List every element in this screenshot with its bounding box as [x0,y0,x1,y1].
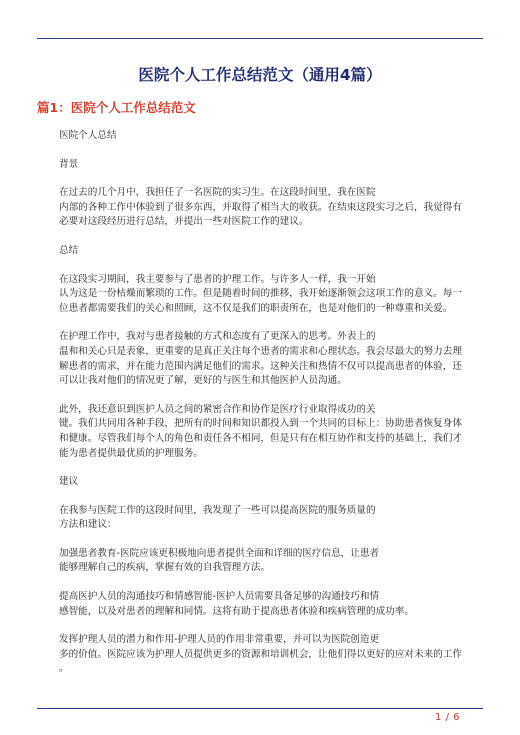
section-title: 篇1：医院个人工作总结范文 [37,100,196,115]
paragraph: 发挥护理人员的潜力和作用-护理人员的作用非常重要，并可以为医院创造更 多的价值。医院应该为护理人员提供更多的资源和培训机会，让他们得以更好的应对未来的工作 。 [59,634,462,675]
paragraph: 在这段实习期间，我主要参与了患者的护理工作。与许多人一样，我一开始 认为这是一份枯燥而繁琐的工作。但是随着时间的推移，我开始逐渐领会这项工作的意义。每一 位患者都需要我们的关心和照顾，这不仅是我们的职责所在，也是对他们的一种尊重和关爱。 [59,273,462,314]
header-rule [37,38,483,39]
document-body [37,58,483,677]
paragraph: 在过去的几个月中，我担任了一名医院的实习生。在这段时间里，我在医院 内部的各种工作中体验到了很多东西，并取得了相当大的收获。在结束这段实习之后，我觉得有 必要对这段经历进行总结，并提出一些对医院工作的建议。 [59,187,462,228]
subtitle: 医院个人总结 [59,130,117,141]
heading-background: 背景 [59,158,79,170]
heading-suggestion: 建议 [59,476,79,488]
paragraph: 加强患者教育-医院应该更积极地向患者提供全面和详细的医疗信息，让患者 能够理解自己的疾病，掌握有效的自我管理方法。 [59,547,380,574]
heading-summary: 总结 [59,244,79,256]
paragraph: 在护理工作中，我对与患者接触的方式和态度有了更深入的思考。外表上的 温和和关心只是表象，更重要的是真正关注每个患者的需求和心理状态。我会尽最大的努力去理 解患者的需求，并在能力范围内满足他们的需求。这种关注和热情不仅可以提高患者的体验，还 可以让我对他们的情况更了解，更好的与医生和其他医护人员沟通。 [59,331,462,387]
page-number: 1 / 6 [435,712,460,723]
footer-rule [37,708,483,709]
paragraph: 提高医护人员的沟通技巧和情感智能-医护人员需要具备足够的沟通技巧和情 感智能，以及对患者的理解和同情。这将有助于提高患者体验和疾病管理的成功率。 [59,591,414,617]
paragraph: 此外，我还意识到医护人员之间的紧密合作和协作是医疗行业取得成功的关 键。我们共同用各种手段，把所有的时间和知识都投入到一个共同的目标上：协助患者恢复身体 和健康。尽管我们每个人的角色和责任各不相同，但是只有在相互协作和支持的基础上，我们才 能为患者提供最优质的护理服务。 [59,403,462,459]
document-title: 医院个人工作总结范文（通用4篇） [138,66,382,84]
paragraph: 在我参与医院工作的这段时间里，我发现了一些可以提高医院的服务质量的 方法和建议： [59,504,376,531]
